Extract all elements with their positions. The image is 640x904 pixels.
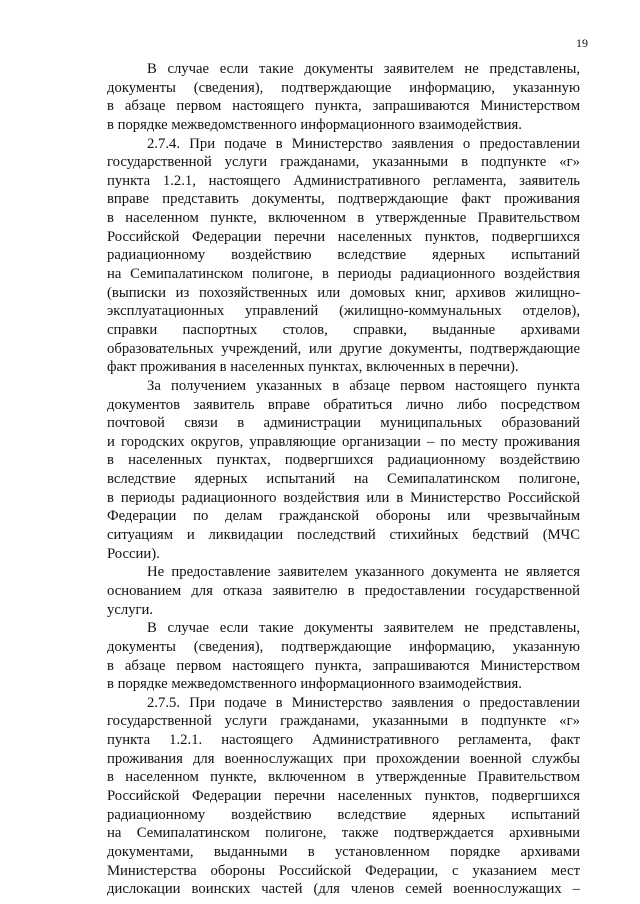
text-line: документов заявитель вправе обратиться лично либо посредством <box>107 396 580 413</box>
text-line: на Семипалатинском полигоне, в периоды радиационного воздействия <box>107 266 580 283</box>
text-line: документы (сведения), подтверждающие информацию, указанную <box>107 79 580 96</box>
text-line: документами, выданными в установленном порядке архивами <box>107 843 580 860</box>
text-line: образовательных учреждений, или другие документы, подтверждающие <box>107 340 580 357</box>
text-line: проживания для военнослужащих при прохождении военной службы <box>107 750 580 767</box>
text-line: государственной услуги гражданами, указанными в подпункте «г» <box>107 713 580 730</box>
text-line: в порядке межведомственного информационного взаимодействия. <box>107 116 522 133</box>
text-line: услуги. <box>107 601 154 618</box>
text-line: справки паспортных столов, справки, выданные архивами <box>107 321 580 338</box>
text-line: в периоды радиационного воздействия или в Министерство Российской <box>107 489 580 506</box>
text-line: Федерации по делам гражданской обороны или чрезвычайным <box>107 508 580 525</box>
text-line: Российской Федерации перечни населенных пунктов, подвергшихся <box>107 228 580 245</box>
text-line: пункта 1.2.1. настоящего Административного регламента, факт <box>107 732 580 749</box>
text-line: факт проживания в населенных пунктах, включенных в перечни). <box>107 359 519 376</box>
text-line: Министерства обороны Российской Федерации, с указанием мест <box>107 862 580 879</box>
paragraph <box>107 60 580 135</box>
text-line: вправе представить документы, подтверждающие факт проживания <box>107 191 580 208</box>
text-line: в населенных пунктах, подвергшихся радиационному воздействию <box>107 452 580 469</box>
text-line: Российской Федерации перечни населенных пунктов, подвергшихся <box>107 787 580 804</box>
text-line: в порядке межведомственного информационного взаимодействия. <box>107 676 522 693</box>
text-line: эксплуатационных управлений (жилищно-коммунальных отделов), <box>107 303 580 320</box>
text-line: России). <box>107 545 160 562</box>
paragraph <box>107 563 580 619</box>
paragraph <box>107 377 580 563</box>
text-line: на Семипалатинском полигоне, также подтверждается архивными <box>107 825 580 842</box>
text-line: государственной услуги гражданами, указанными в подпункте «г» <box>107 154 580 171</box>
text-line: За получением указанных в абзаце первом настоящего пункта <box>147 377 580 394</box>
text-line: и городских округов, управляющие организации – по месту проживания <box>107 433 580 450</box>
text-line: (выписки из похозяйственных или домовых книг, архивов жилищно- <box>107 284 580 301</box>
text-line: ситуациям и ликвидации последствий стихийных бедствий (МЧС <box>107 527 580 544</box>
text-line: в населенном пункте, включенном в утвержденные Правительством <box>107 210 580 227</box>
text-line: вследствие ядерных испытаний на Семипалатинском полигоне, <box>107 471 580 488</box>
text-line: 2.7.5. При подаче в Министерство заявления о предоставлении <box>147 694 580 711</box>
paragraph <box>107 135 580 377</box>
text-line: в абзаце первом настоящего пункта, запрашиваются Министерством <box>107 98 580 115</box>
text-line: почтовой связи в администрации муниципальных образований <box>107 415 580 432</box>
text-line: дислокации воинских частей (для членов семей военнослужащих – <box>107 881 580 898</box>
paragraph <box>107 694 580 899</box>
text-line: радиационному воздействию вследствие ядерных испытаний <box>107 806 580 823</box>
text-line: основанием для отказа заявителю в предоставлении государственной <box>107 582 580 599</box>
text-line: в абзаце первом настоящего пункта, запрашиваются Министерством <box>107 657 580 674</box>
text-line: пункта 1.2.1, настоящего Административного регламента, заявитель <box>107 172 580 189</box>
text-line: В случае если такие документы заявителем не представлены, <box>147 61 580 77</box>
text-line: В случае если такие документы заявителем не представлены, <box>147 620 580 637</box>
document-body <box>107 60 580 899</box>
text-line: радиационному воздействию вследствие ядерных испытаний <box>107 247 580 264</box>
text-line: Не предоставление заявителем указанного документа не является <box>147 564 580 581</box>
text-line: в населенном пункте, включенном в утвержденные Правительством <box>107 769 580 786</box>
text-line: 2.7.4. При подаче в Министерство заявления о предоставлении <box>147 135 580 152</box>
text-line: документы (сведения), подтверждающие информацию, указанную <box>107 638 580 655</box>
paragraph <box>107 619 580 694</box>
page-number: 19 <box>576 36 588 50</box>
